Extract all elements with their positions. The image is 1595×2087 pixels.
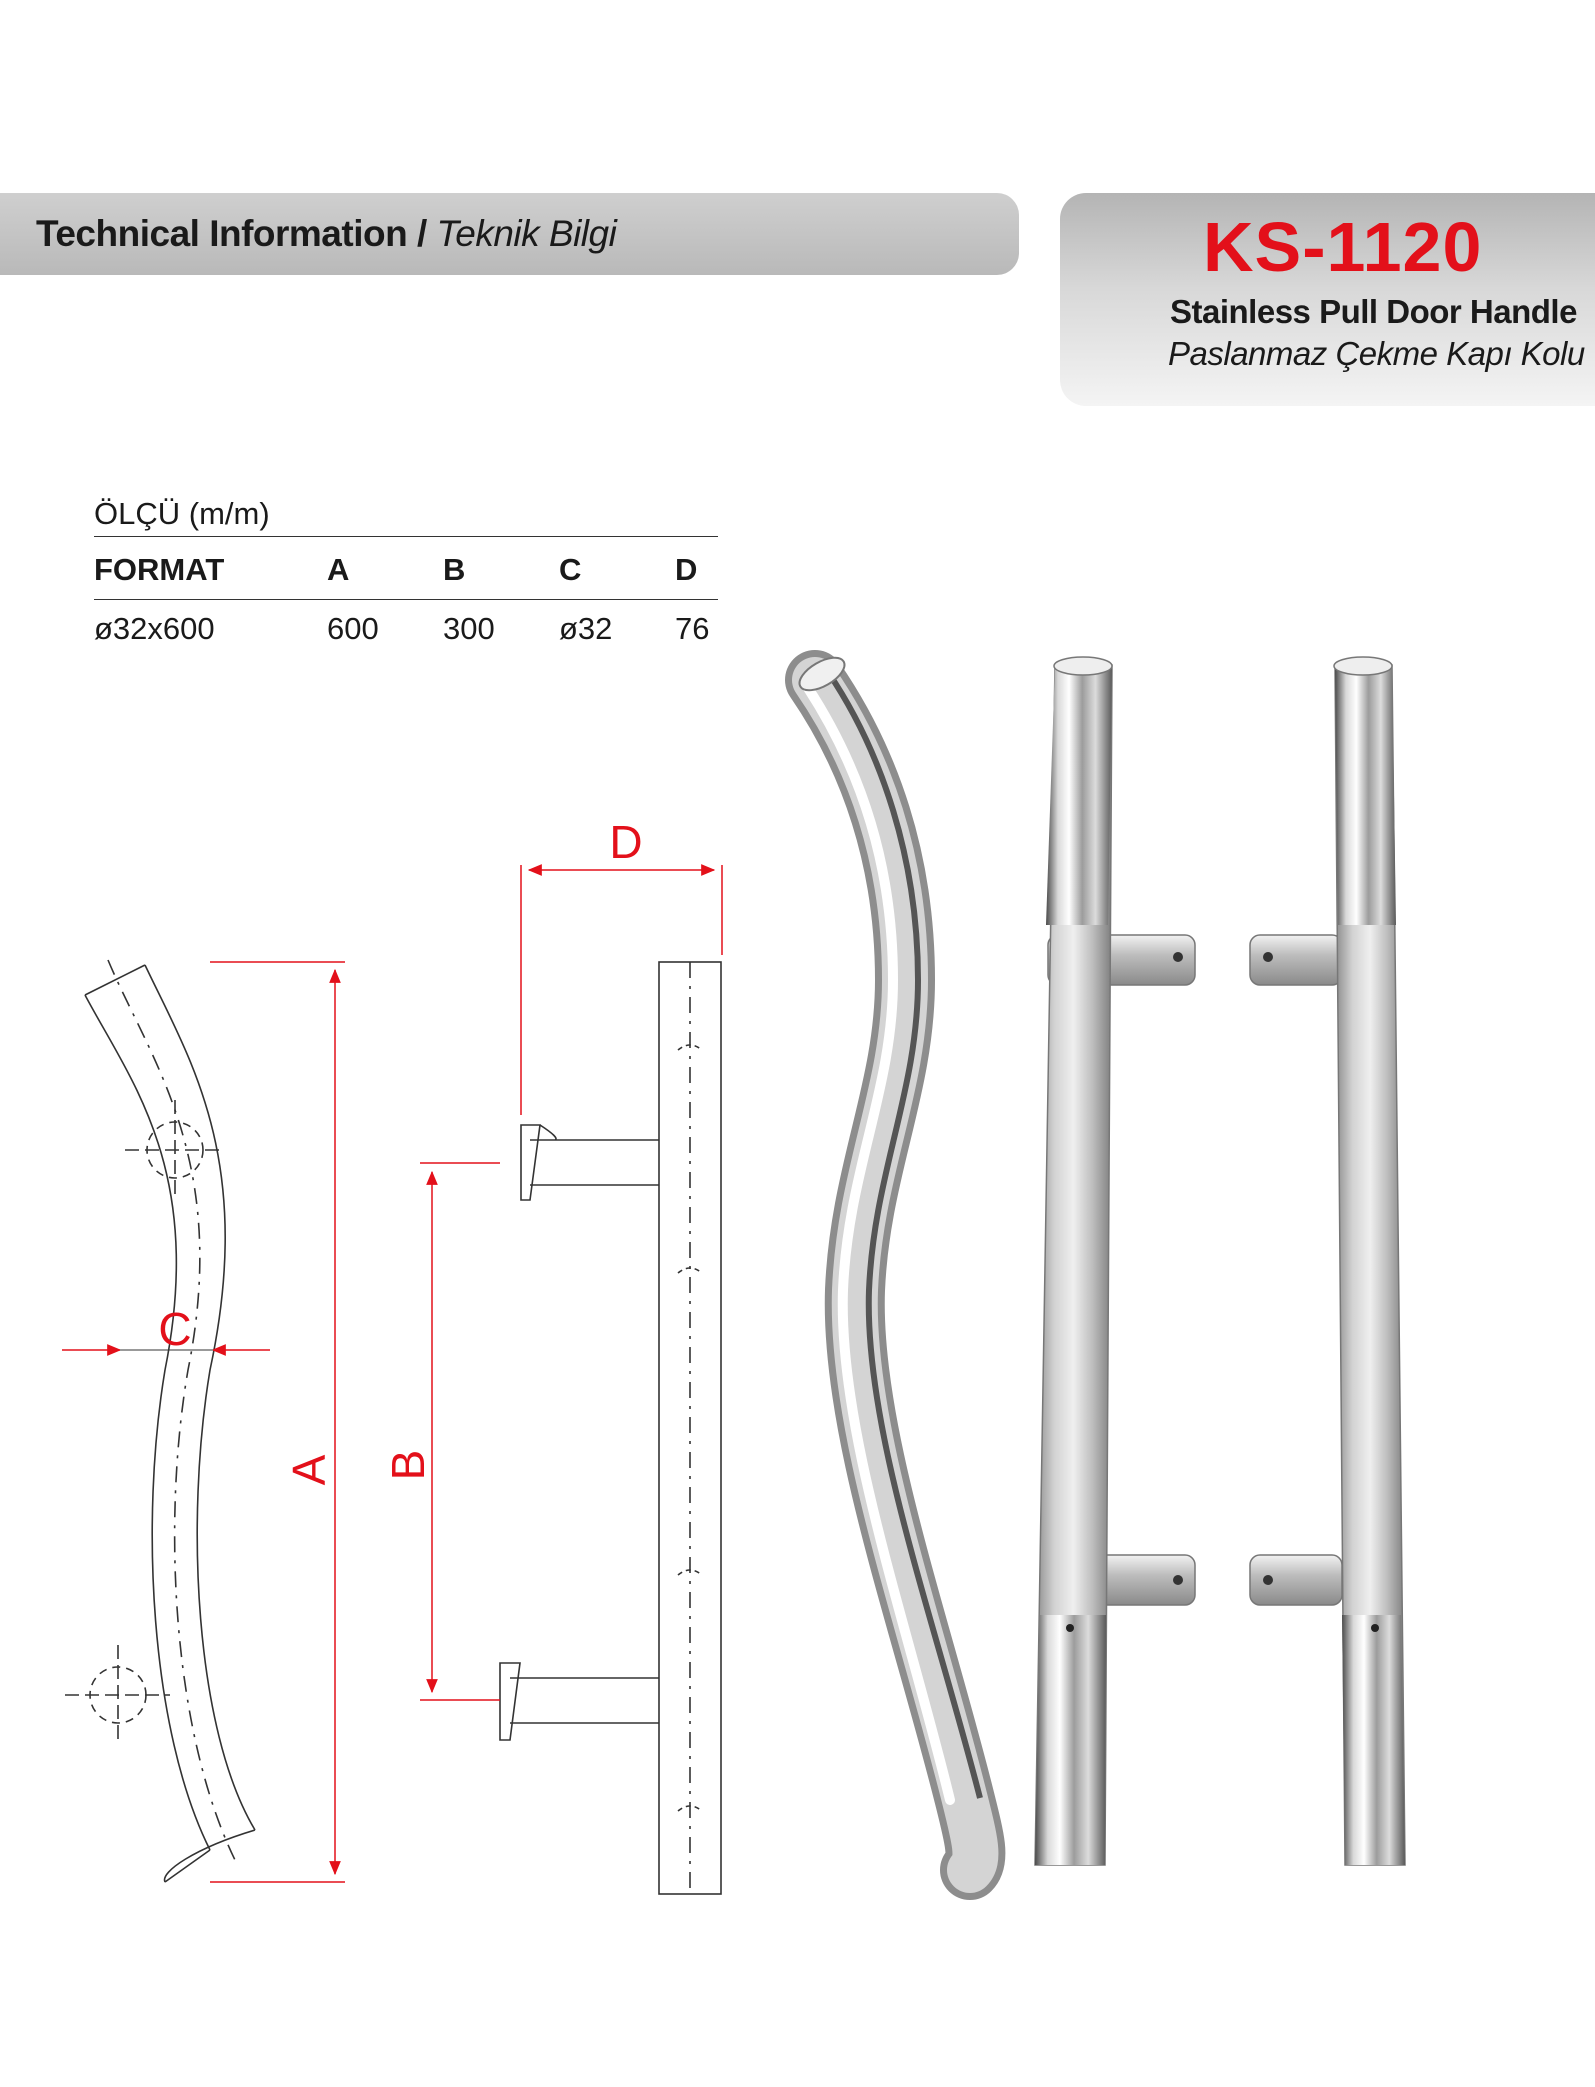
photo-curved-handle [794,651,980,1870]
product-name-en: Stainless Pull Door Handle [1170,293,1577,330]
side-view-drawing [65,960,255,1882]
side-view-hole-top-cross [125,1100,225,1200]
spec-cell-c: ø32 [559,611,613,646]
section-title-tr: Teknik Bilgi [436,213,617,254]
spec-header-b: B [443,541,559,600]
side-view-end-top [85,965,145,995]
front-view-stand-bottom [500,1663,659,1740]
dimension-c-label: C [158,1303,192,1355]
product-name-tr: Paslanmaz Çekme Kapı Kolu [1168,335,1585,372]
dimension-d [521,816,722,1115]
spec-cell-d: 76 [675,611,710,646]
spec-cell-format: ø32x600 [94,611,215,646]
spec-header-c: C [559,541,675,600]
product-model: KS-1120 [1203,208,1483,286]
spec-header-d: D [675,541,718,600]
spec-cell-a: 600 [327,611,379,646]
spec-cell-b: 300 [443,611,495,646]
section-title-en: Technical Information [36,213,408,254]
front-view-stand-top [521,1125,659,1200]
dimension-b [382,1163,500,1700]
dimension-a [210,962,345,1882]
side-view-end-bottom [165,1830,255,1882]
dimension-d-label: D [609,816,643,868]
dimension-c [62,1303,270,1355]
dimension-a-label: A [283,1454,335,1486]
spec-header-format: FORMAT [94,541,327,600]
section-title-separator: / [407,213,437,254]
front-view-drawing [500,962,721,1894]
spec-caption: ÖLÇÜ (m/m) [94,492,718,537]
side-view-hole-bottom-cross [65,1645,170,1745]
spec-header-a: A [327,541,443,600]
photo-straight-handle-1 [1035,657,1195,1865]
photo-straight-handle-2 [1250,657,1405,1865]
dimension-b-label: B [382,1449,434,1481]
